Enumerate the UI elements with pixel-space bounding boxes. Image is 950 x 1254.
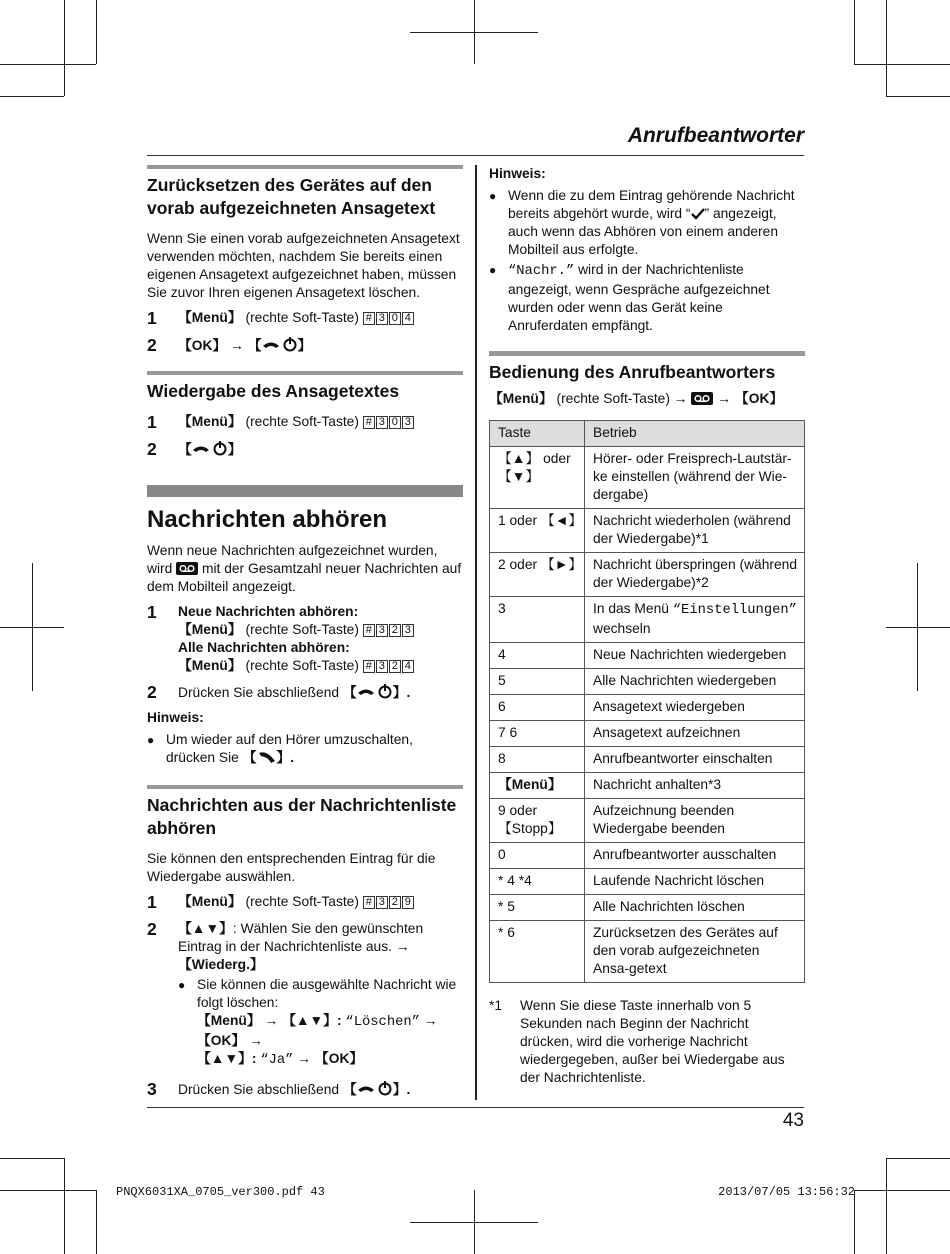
crop-mark — [0, 627, 64, 628]
step-1 — [147, 893, 463, 912]
section-bar — [147, 485, 463, 497]
crop-mark — [886, 1158, 887, 1254]
table-row — [490, 799, 805, 843]
table-row — [490, 843, 805, 869]
arrow: → — [230, 338, 244, 353]
section-text: Wenn Sie einen vorab aufgezeichneten Ansagetext verwenden möchten, nachdem Sie bereits einen eigenen Ansagetext aufgezeichnet haben, müssen Sie zuvor Ihren eigenen Ansagetext löschen. — [147, 231, 460, 300]
crop-mark — [0, 64, 96, 65]
soft-key-hint: (rechte Soft-Taste) — [556, 391, 670, 406]
delete-option: “Löschen” — [345, 1015, 420, 1030]
section-title: Nachrichten aus der Nachrichtenliste abhören — [147, 795, 457, 838]
key-cell: 【▲】 oder 【▼】 — [490, 447, 585, 509]
key-digit: 3 — [376, 896, 388, 909]
table-row — [490, 447, 805, 509]
crop-mark — [96, 1190, 97, 1254]
section-title: Nachrichten abhören — [147, 506, 388, 533]
operation-cell — [585, 597, 805, 643]
step-1 — [147, 603, 463, 675]
settings-code: “Einstellungen” — [672, 603, 797, 618]
key-cell: 7 6 — [490, 721, 585, 747]
footer-rule — [147, 1107, 804, 1108]
footnote-mark: *1 — [489, 998, 503, 1013]
crop-mark — [854, 1190, 950, 1191]
operation-cell: Alle Nachrichten löschen — [585, 895, 805, 921]
header-rule — [147, 155, 804, 156]
key-hash: # — [363, 660, 375, 673]
print-date-info: 2013/07/05 13:56:32 — [718, 1185, 855, 1199]
soft-key-hint: (rechte Soft-Taste) — [245, 310, 359, 325]
key-digit: 3 — [376, 660, 388, 673]
key-digit: 2 — [389, 896, 401, 909]
key-digit: 3 — [402, 624, 414, 637]
yes-option: “Ja” — [260, 1053, 294, 1068]
crop-mark — [854, 64, 950, 65]
step-number: 1 — [147, 892, 157, 912]
menu-key-label: 【Menü】 — [178, 894, 242, 909]
crop-mark — [96, 0, 97, 64]
bullet-text: Wenn die zu dem Eintrag gehörende Nachricht bereits abgehört wurde, wird “ — [508, 188, 795, 221]
sequence-part: 【▲▼】: — [197, 1051, 261, 1066]
key-digit: 3 — [376, 312, 388, 325]
key-cell: * 6 — [490, 921, 585, 983]
section-bar — [147, 165, 463, 169]
step-number: 1 — [147, 602, 157, 622]
operation-cell: Zurücksetzen des Gerätes auf den vorab aufgezeichneten Ansa-getext — [585, 921, 805, 983]
crop-mark — [410, 1222, 538, 1223]
crop-mark — [0, 1190, 96, 1191]
table-row — [490, 597, 805, 643]
table-row — [490, 721, 805, 747]
delete-bullet: ● Sie können die ausgewählte Nachricht wie folgt löschen: 【Menü】 → 【▲▼】: “Löschen” → 【OK】 → 【▲▼】: “Ja” → 【OK】 — [178, 976, 463, 1070]
arrow: → — [717, 391, 732, 406]
footnote-text: Wenn Sie diese Taste innerhalb von 5 Sekunden nach Beginn der Nachricht drücken, wird die vorherige Nachricht wiedergegeben, außer bei Wiedergabe aus der Nachrichtenliste. — [520, 998, 785, 1085]
operation-cell: Hörer- oder Freisprech-Lautstär-ke einstellen (während der Wie-dergabe) — [585, 447, 805, 509]
table-row — [490, 695, 805, 721]
key-digit: 2 — [389, 660, 401, 673]
section-text — [147, 542, 463, 596]
hangup-power-icon — [192, 440, 228, 456]
section-message-list — [147, 785, 463, 1099]
print-file-info: PNQX6031XA_0705_ver300.pdf 43 — [116, 1185, 325, 1199]
sequence-part: → 【OK】 → — [197, 1013, 438, 1048]
key-cell: 0 — [490, 843, 585, 869]
op-text: In das Menü — [593, 601, 673, 616]
key-cell: * 5 — [490, 895, 585, 921]
operation-cell: Aufzeichnung beenden Wiedergabe beenden — [585, 799, 805, 843]
section-listen-messages — [147, 485, 463, 767]
bullet-text: wird in der Nachrichtenliste angezeigt, wenn Gespräche aufgezeichnet wurden oder wenn das Gerät keine Anruferdaten empfängt. — [508, 262, 770, 333]
table-row — [490, 869, 805, 895]
key-cell: 6 — [490, 695, 585, 721]
soft-key-hint: (rechte Soft-Taste) — [245, 894, 359, 909]
crop-mark — [0, 1158, 64, 1159]
talk-icon — [257, 750, 277, 764]
soft-key-hint: (rechte Soft-Taste) — [245, 414, 359, 429]
footnote — [489, 997, 805, 1087]
step-text: Drücken Sie abschließend — [178, 1082, 340, 1097]
key-cell: 1 oder 【◄】 — [490, 509, 585, 553]
table-row — [490, 509, 805, 553]
right-column — [489, 165, 805, 1087]
section-title: Wiedergabe des Ansagetextes — [147, 381, 400, 401]
key-digit: 0 — [389, 312, 401, 325]
key-hash: # — [363, 624, 375, 637]
key-digit: 9 — [402, 896, 414, 909]
key-digit: 4 — [402, 660, 414, 673]
column-header: Betrieb — [585, 421, 805, 447]
operation-cell: Ansagetext aufzeichnen — [585, 721, 805, 747]
crop-mark — [886, 96, 950, 97]
section-title: Bedienung des Anrufbeantworters — [489, 362, 776, 382]
bullet-text: Um wieder auf den Hörer umzuschalten, drücken Sie — [166, 732, 413, 765]
menu-key-label: 【Menü】 — [178, 414, 242, 429]
step-2 — [147, 920, 463, 1072]
bullet-text: Sie können die ausgewählte Nachricht wie folgt löschen: — [197, 977, 457, 1010]
crop-mark — [886, 627, 950, 628]
arrow: → — [395, 939, 410, 954]
key-cell: 2 oder 【►】 — [490, 553, 585, 597]
answering-machine-icon — [176, 562, 198, 575]
step-number: 2 — [147, 335, 157, 355]
page-header-title: Anrufbeantworter — [627, 124, 804, 147]
nav-key-label: 【▲▼】 — [178, 921, 233, 936]
nachr-code: “Nachr.” — [508, 264, 575, 279]
note-bullet: ● Wenn die zu dem Eintrag gehörende Nachricht bereits abgehört wurde, wird “ ” angezeigt, auch wenn das Abhören von einem anderen Mobilteil aus erfolgte. — [489, 188, 795, 257]
key-cell: 3 — [490, 597, 585, 643]
crop-mark — [854, 1190, 855, 1254]
key-cell: 【Menü】 — [490, 773, 585, 799]
section-reset-greeting — [147, 165, 463, 355]
operation-cell: Nachricht überspringen (während der Wiedergabe)*2 — [585, 553, 805, 597]
table-row — [490, 553, 805, 597]
ok-key-label: 【OK】 — [178, 338, 227, 353]
operation-cell: Neue Nachrichten wiedergeben — [585, 643, 805, 669]
operations-table — [489, 420, 805, 983]
step-1 — [147, 413, 463, 432]
key-digit: 3 — [402, 416, 414, 429]
operation-cell: Laufende Nachricht löschen — [585, 869, 805, 895]
crop-mark — [64, 0, 65, 96]
step-3: 3 Drücken Sie abschließend 【 】. — [147, 1079, 411, 1099]
table-row — [490, 669, 805, 695]
key-hash: # — [363, 312, 375, 325]
operation-cell: Alle Nachrichten wiedergeben — [585, 669, 805, 695]
menu-key-label: 【Menü】 — [178, 658, 242, 673]
key-cell: 9 oder 【Stopp】 — [490, 799, 585, 843]
wiederg-key-label: 【Wiederg.】 — [178, 957, 264, 972]
note-bullet: ● “Nachr.” wird in der Nachrichtenliste angezeigt, wenn Gespräche aufgezeichnet wurden oder wenn das Gerät keine Anruferdaten empfängt. — [489, 262, 770, 333]
answering-machine-icon — [691, 392, 713, 405]
crop-mark — [886, 1158, 950, 1159]
key-cell: 4 — [490, 643, 585, 669]
key-digit: 2 — [389, 624, 401, 637]
key-digit: 3 — [376, 416, 388, 429]
operation-cell: Ansagetext wiedergeben — [585, 695, 805, 721]
section-bar — [489, 351, 805, 356]
key-digit: 3 — [376, 624, 388, 637]
menu-key-label: 【Menü】 — [178, 310, 242, 325]
table-row — [490, 921, 805, 983]
operation-sequence — [489, 390, 805, 408]
step-number: 2 — [147, 682, 157, 702]
hangup-power-icon — [357, 1080, 393, 1096]
text-part: mit der Gesamtzahl neuer Nachrichten auf dem Mobilteil angezeigt. — [147, 561, 462, 594]
section-operation — [489, 351, 805, 1087]
section-text: Sie können den entsprechenden Eintrag für die Wiedergabe auswählen. — [147, 851, 436, 884]
step-2: 2 【 】 — [147, 439, 242, 459]
crop-mark — [0, 96, 64, 97]
note-heading: Hinweis: — [489, 166, 546, 181]
hangup-power-icon — [357, 683, 393, 699]
sequence-part: 【Menü】 → 【▲▼】: — [197, 1013, 346, 1028]
step-2: 2 【OK】 → 【 】 — [147, 335, 312, 355]
left-column — [147, 165, 463, 1107]
check-icon — [691, 208, 705, 220]
step-number: 1 — [147, 308, 157, 328]
key-hash: # — [363, 896, 375, 909]
new-messages-label: Neue Nachrichten abhören: — [178, 604, 359, 619]
crop-mark — [64, 1158, 65, 1254]
menu-key-label: 【Menü】 — [489, 391, 553, 406]
hangup-power-icon — [262, 336, 298, 352]
page-number: 43 — [782, 1110, 804, 1131]
op-text: wechseln — [593, 621, 651, 636]
table-row — [490, 773, 805, 799]
soft-key-hint: (rechte Soft-Taste) — [245, 622, 359, 637]
text-part: Wenn neue Nachrichten aufgezeichnet wurden, wird — [147, 543, 438, 576]
table-header-row — [490, 421, 805, 447]
table-row — [490, 643, 805, 669]
arrow: → — [673, 391, 688, 406]
step-number: 3 — [147, 1079, 157, 1099]
menu-key-label: 【Menü】 — [178, 622, 242, 637]
section-bar — [147, 371, 463, 375]
section-bar — [147, 785, 463, 789]
step-1 — [147, 309, 463, 328]
crop-mark — [886, 0, 887, 96]
key-cell: * 4 *4 — [490, 869, 585, 895]
step-text: Drücken Sie abschließend — [178, 685, 340, 700]
operation-cell: Nachricht wiederholen (während der Wiedergabe)*1 — [585, 509, 805, 553]
key-cell: 5 — [490, 669, 585, 695]
column-header: Taste — [490, 421, 585, 447]
step-2: 2 Drücken Sie abschließend 【 】. — [147, 682, 411, 702]
note-heading: Hinweis: — [147, 710, 204, 725]
all-messages-label: Alle Nachrichten abhören: — [178, 640, 350, 655]
bullet-text: ” angezeigt, auch wenn das Abhören von einem anderen Mobilteil aus erfolgte. — [508, 206, 779, 257]
note-bullet: ● Um wieder auf den Hörer umzuschalten, drücken Sie 【 】. — [147, 732, 413, 765]
operation-cell: Nachricht anhalten*3 — [585, 773, 805, 799]
step-number: 1 — [147, 412, 157, 432]
crop-mark — [854, 0, 855, 64]
section-title: Zurücksetzen des Gerätes auf den vorab aufgezeichneten Ansagetext — [147, 175, 436, 218]
key-digit: 0 — [389, 416, 401, 429]
key-hash: # — [363, 416, 375, 429]
sequence-part: → 【OK】 — [293, 1051, 364, 1066]
table-row — [490, 747, 805, 773]
step-number: 2 — [147, 439, 157, 459]
step-text: : Wählen Sie den gewünschten Eintrag in der Nachrichtenliste aus. — [178, 921, 424, 954]
column-divider — [475, 165, 477, 1100]
ok-key-label: 【OK】 — [734, 391, 784, 406]
table-row — [490, 895, 805, 921]
key-digit: 4 — [402, 312, 414, 325]
section-play-greeting — [147, 371, 463, 459]
soft-key-hint: (rechte Soft-Taste) — [245, 658, 359, 673]
key-cell: 8 — [490, 747, 585, 773]
operation-cell: Anrufbeantworter ausschalten — [585, 843, 805, 869]
crop-mark — [410, 32, 538, 33]
step-number: 2 — [147, 919, 157, 939]
operation-cell: Anrufbeantworter einschalten — [585, 747, 805, 773]
